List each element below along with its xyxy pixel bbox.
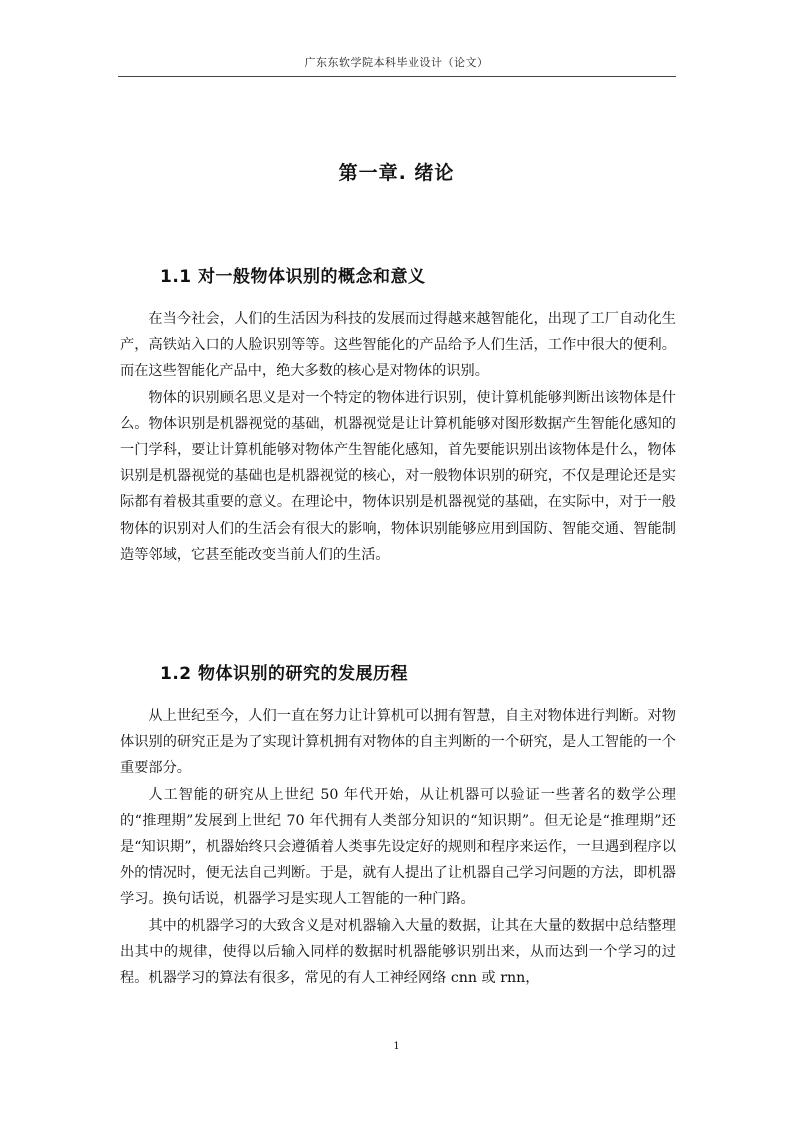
- running-header: 广东东软学院本科毕业设计（论文）: [304, 56, 489, 69]
- paragraph: 从上世纪至今，人们一直在努力让计算机可以拥有智慧，自主对物体进行判断。对物体识别的研究正是为了实现计算机拥有对物体的自主判断的一个研究，是人工智能的一个重要部分。: [120, 708, 676, 777]
- chapter-title: 第一章. 绪论: [338, 162, 455, 184]
- paragraph: 在当今社会，人们的生活因为科技的发展而过得越来越智能化，出现了工厂自动化生产，高铁站入口的人脸识别等等。这些智能化的产品给予人们生活，工作中很大的便利。而在这些智能化产品中，绝大多数的核心是对物体的识别。: [120, 311, 676, 380]
- section-heading-1-2: 1.2 物体识别的研究的发展历程: [160, 664, 409, 684]
- section-1-2-body: [120, 703, 676, 991]
- section-heading-1-1: 1.1 对一般物体识别的概念和意义: [160, 267, 426, 287]
- paragraph: 其中的机器学习的大致含义是对机器输入大量的数据，让其在大量的数据中总结整理出其中的规律，使得以后输入同样的数据时机器能够识别出来，从而达到一个学习的过程。机器学习的算法有很多，常见的有人工神经网络 cnn 或 rnn，: [120, 917, 676, 987]
- header-divider: [118, 76, 676, 77]
- page-number: 1: [393, 1041, 400, 1052]
- paragraph: 人工智能的研究从上世纪 50 年代开始，从让机器可以验证一些著名的数学公理的“推理期”发展到上世纪 70 年代拥有人类部分知识的“知识期”。但无论是“推理期”还是“知识期”，机器始终只会遵循着人类事先设定好的规则和程序来运作，一旦遇到程序以外的情况时，便无法自己判断。于是，就有人提出了让机器自己学习问题的方法，即机器学习。换句话说，机器学习是实现人工智能的一种门路。: [120, 786, 676, 908]
- paragraph: 物体的识别顾名思义是对一个特定的物体进行识别，使计算机能够判断出该物体是什么。物体识别是机器视觉的基础，机器视觉是让计算机能够对图形数据产生智能化感知的一门学科，要让计算机能够对物体产生智能化感知，首先要能识别出该物体是什么，物体识别是机器视觉的基础也是机器视觉的核心，对一般物体识别的研究，不仅是理论还是实际都有着极其重要的意义。在理论中，物体识别是机器视觉的基础，在实际中，对于一般物体的识别对人们的生活会有很大的影响，物体识别能够应用到国防、智能交通、智能制造等邻域，它甚至能改变当前人们的生活。: [120, 389, 676, 563]
- section-1-1-body: [120, 306, 676, 568]
